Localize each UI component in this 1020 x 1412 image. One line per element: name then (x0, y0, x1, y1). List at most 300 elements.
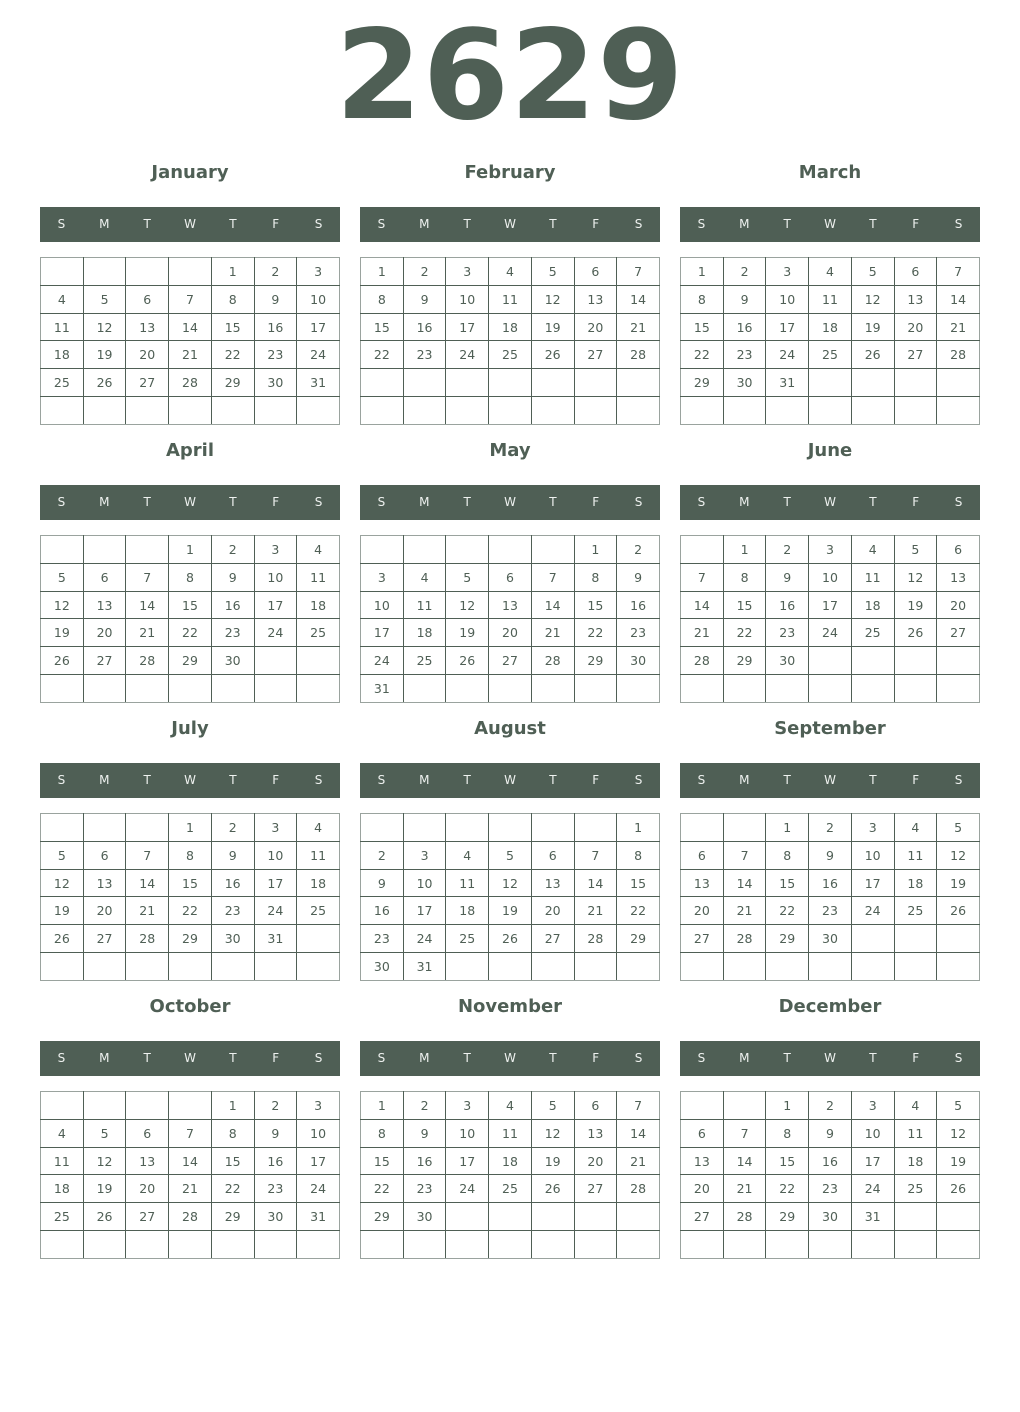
day-cell: 25 (41, 1203, 84, 1231)
weekday-label: T (869, 773, 877, 787)
day-cell: 12 (937, 1119, 980, 1147)
day-cell (489, 536, 532, 564)
day-cell (41, 1231, 84, 1259)
day-cell (41, 675, 84, 703)
day-cell: 13 (126, 1147, 169, 1175)
day-cell: 23 (254, 341, 297, 369)
day-cell: 15 (211, 313, 254, 341)
weekday-label: W (504, 773, 516, 787)
day-cell: 14 (617, 1119, 660, 1147)
day-cell (361, 369, 404, 397)
day-cell: 29 (574, 647, 617, 675)
day-cell: 17 (851, 1147, 894, 1175)
day-cell: 26 (531, 341, 574, 369)
day-cell: 6 (681, 841, 724, 869)
day-cell: 8 (361, 1119, 404, 1147)
day-cell: 20 (681, 1175, 724, 1203)
day-cell (809, 647, 852, 675)
day-cell: 11 (851, 563, 894, 591)
day-cell: 25 (489, 1175, 532, 1203)
day-cell: 7 (617, 258, 660, 286)
day-cell (211, 675, 254, 703)
weekday-label: T (229, 217, 237, 231)
month-title: June (807, 440, 853, 461)
day-cell (297, 953, 340, 981)
day-cell (297, 675, 340, 703)
weekday-label: S (634, 217, 643, 231)
day-cell (723, 675, 766, 703)
day-cell: 16 (809, 869, 852, 897)
day-cell: 21 (126, 619, 169, 647)
day-cell: 17 (446, 1147, 489, 1175)
day-cell: 27 (574, 1175, 617, 1203)
day-cell: 8 (617, 841, 660, 869)
day-cell (126, 675, 169, 703)
week-row (41, 675, 340, 703)
day-cell: 14 (126, 869, 169, 897)
day-cell: 6 (531, 841, 574, 869)
weekday-label: S (697, 217, 706, 231)
day-cell: 6 (126, 285, 169, 313)
day-cell (894, 1231, 937, 1259)
day-cell: 2 (809, 1092, 852, 1120)
day-cell: 21 (937, 313, 980, 341)
weekday-label: M (739, 773, 750, 787)
day-cell: 1 (723, 536, 766, 564)
day-cell: 31 (361, 675, 404, 703)
weekday-label: M (739, 495, 750, 509)
day-cell: 15 (361, 313, 404, 341)
day-cell: 27 (937, 619, 980, 647)
day-cell: 2 (723, 258, 766, 286)
day-cell: 31 (766, 369, 809, 397)
weekday-label: F (912, 217, 920, 231)
day-cell: 20 (574, 313, 617, 341)
weekday-header (360, 207, 660, 242)
day-cell (851, 953, 894, 981)
weekday-label: M (419, 217, 430, 231)
week-row (41, 814, 340, 842)
day-cell (574, 369, 617, 397)
day-cell: 23 (809, 1175, 852, 1203)
day-cell: 7 (531, 563, 574, 591)
week-row (681, 397, 980, 425)
day-cell (766, 1231, 809, 1259)
day-cell: 14 (531, 591, 574, 619)
day-cell: 9 (809, 841, 852, 869)
day-cell: 2 (211, 814, 254, 842)
day-cell: 25 (41, 369, 84, 397)
year-title: 2629 (335, 4, 685, 148)
day-cell: 9 (809, 1119, 852, 1147)
day-cell (254, 397, 297, 425)
weekday-label: S (377, 1051, 386, 1065)
day-cell: 23 (211, 619, 254, 647)
weekday-header (360, 1041, 660, 1076)
day-cell: 4 (809, 258, 852, 286)
day-cell (531, 397, 574, 425)
day-cell: 22 (361, 341, 404, 369)
day-cell: 30 (723, 369, 766, 397)
day-cell: 13 (83, 869, 126, 897)
day-cell: 22 (766, 897, 809, 925)
day-cell: 24 (361, 647, 404, 675)
week-row (361, 619, 660, 647)
month-title: November (457, 996, 563, 1017)
day-cell (851, 397, 894, 425)
weekday-label: T (463, 217, 471, 231)
day-cell: 10 (297, 1119, 340, 1147)
day-cell: 22 (766, 1175, 809, 1203)
day-cell: 27 (83, 925, 126, 953)
day-cell: 16 (809, 1147, 852, 1175)
day-cell: 2 (211, 536, 254, 564)
day-cell: 29 (681, 369, 724, 397)
day-cell: 12 (83, 313, 126, 341)
day-cell: 24 (446, 1175, 489, 1203)
day-cell (297, 397, 340, 425)
day-cell (489, 953, 532, 981)
day-cell: 4 (41, 1119, 84, 1147)
day-cell (574, 1231, 617, 1259)
day-cell: 16 (403, 313, 446, 341)
day-cell (851, 925, 894, 953)
day-cell: 30 (361, 953, 404, 981)
day-cell: 11 (41, 1147, 84, 1175)
day-cell (446, 953, 489, 981)
weekday-label: M (99, 495, 110, 509)
day-cell: 22 (211, 1175, 254, 1203)
weekday-label: M (739, 1051, 750, 1065)
day-cell: 11 (894, 841, 937, 869)
week-row (361, 1175, 660, 1203)
day-cell: 31 (254, 925, 297, 953)
weekday-label: W (504, 1051, 516, 1065)
day-cell: 16 (617, 591, 660, 619)
day-cell: 19 (937, 869, 980, 897)
day-cell: 24 (297, 1175, 340, 1203)
day-cell: 11 (297, 563, 340, 591)
day-cell (126, 953, 169, 981)
day-cell: 14 (723, 1147, 766, 1175)
week-row (681, 285, 980, 313)
day-cell (83, 814, 126, 842)
day-cell: 30 (403, 1203, 446, 1231)
day-cell: 24 (403, 925, 446, 953)
day-cell (681, 953, 724, 981)
day-cell: 28 (723, 1203, 766, 1231)
day-cell (531, 953, 574, 981)
weekday-label: M (419, 1051, 430, 1065)
weekday-header (680, 763, 980, 798)
day-cell: 11 (403, 591, 446, 619)
day-cell: 9 (211, 841, 254, 869)
day-cell: 18 (41, 1175, 84, 1203)
day-cell: 19 (41, 619, 84, 647)
day-cell (446, 397, 489, 425)
day-cell: 5 (937, 1092, 980, 1120)
day-cell (126, 397, 169, 425)
day-cell: 3 (254, 814, 297, 842)
week-row (41, 647, 340, 675)
day-cell (297, 1231, 340, 1259)
day-cell: 15 (766, 1147, 809, 1175)
day-cell (766, 675, 809, 703)
week-row (361, 536, 660, 564)
day-cell: 26 (851, 341, 894, 369)
week-row (41, 285, 340, 313)
day-cell (574, 1203, 617, 1231)
day-cell: 5 (851, 258, 894, 286)
day-cell: 6 (894, 258, 937, 286)
day-cell: 18 (851, 591, 894, 619)
week-row (681, 869, 980, 897)
day-cell: 6 (681, 1119, 724, 1147)
weekday-label: W (824, 217, 836, 231)
day-grid (360, 535, 660, 703)
day-cell: 30 (809, 925, 852, 953)
day-cell: 13 (681, 869, 724, 897)
day-cell: 31 (851, 1203, 894, 1231)
day-cell: 28 (681, 647, 724, 675)
weekday-label: F (272, 773, 280, 787)
day-cell: 1 (574, 536, 617, 564)
day-cell (574, 953, 617, 981)
weekday-header (680, 485, 980, 520)
day-cell: 9 (211, 563, 254, 591)
week-row (681, 1147, 980, 1175)
day-cell: 25 (489, 341, 532, 369)
day-cell: 30 (211, 925, 254, 953)
day-cell: 15 (617, 869, 660, 897)
week-row (41, 563, 340, 591)
day-cell: 3 (851, 1092, 894, 1120)
weekday-label: T (783, 1051, 791, 1065)
day-cell: 25 (809, 341, 852, 369)
day-cell: 17 (254, 591, 297, 619)
week-row (41, 369, 340, 397)
day-cell: 10 (851, 1119, 894, 1147)
day-cell: 12 (531, 1119, 574, 1147)
day-cell (894, 397, 937, 425)
day-cell: 4 (489, 258, 532, 286)
day-cell (531, 1203, 574, 1231)
weekday-label: T (549, 495, 557, 509)
weekday-label: S (377, 773, 386, 787)
day-cell: 27 (681, 1203, 724, 1231)
weekday-label: F (912, 773, 920, 787)
day-cell (126, 536, 169, 564)
day-cell (83, 536, 126, 564)
day-cell: 29 (723, 647, 766, 675)
week-row (681, 675, 980, 703)
day-cell: 15 (766, 869, 809, 897)
day-cell: 6 (83, 563, 126, 591)
day-cell: 26 (83, 1203, 126, 1231)
day-cell (809, 397, 852, 425)
week-row (41, 1119, 340, 1147)
week-row (681, 619, 980, 647)
day-cell (681, 1092, 724, 1120)
day-cell (169, 258, 212, 286)
day-cell: 19 (489, 897, 532, 925)
weekday-header (40, 207, 340, 242)
day-cell: 24 (766, 341, 809, 369)
weekday-label: T (869, 217, 877, 231)
weekday-label: F (592, 495, 600, 509)
day-cell: 19 (41, 897, 84, 925)
day-cell: 16 (723, 313, 766, 341)
day-cell (403, 536, 446, 564)
day-cell: 11 (489, 285, 532, 313)
day-cell: 17 (297, 1147, 340, 1175)
day-cell: 9 (254, 1119, 297, 1147)
day-cell: 31 (403, 953, 446, 981)
day-cell: 12 (83, 1147, 126, 1175)
week-row (681, 953, 980, 981)
day-cell (83, 1231, 126, 1259)
day-cell: 2 (617, 536, 660, 564)
day-cell: 6 (937, 536, 980, 564)
day-cell: 13 (531, 869, 574, 897)
day-cell (681, 814, 724, 842)
day-cell (894, 675, 937, 703)
day-cell: 27 (894, 341, 937, 369)
day-cell: 26 (937, 897, 980, 925)
day-cell (894, 953, 937, 981)
day-cell: 1 (766, 814, 809, 842)
day-cell: 23 (211, 897, 254, 925)
day-cell: 4 (446, 841, 489, 869)
week-row (361, 258, 660, 286)
day-grid (680, 535, 980, 703)
weekday-label: S (697, 495, 706, 509)
day-cell: 3 (361, 563, 404, 591)
day-grid (40, 813, 340, 981)
day-cell: 20 (894, 313, 937, 341)
day-cell: 12 (489, 869, 532, 897)
day-cell: 25 (297, 897, 340, 925)
day-cell (211, 397, 254, 425)
day-cell (851, 369, 894, 397)
day-cell: 12 (41, 869, 84, 897)
day-cell: 19 (851, 313, 894, 341)
weekday-label: T (143, 773, 151, 787)
day-cell (41, 814, 84, 842)
day-cell: 9 (254, 285, 297, 313)
weekday-label: F (912, 495, 920, 509)
day-cell (211, 953, 254, 981)
day-grid (680, 1091, 980, 1259)
weekday-header (360, 763, 660, 798)
day-cell (211, 1231, 254, 1259)
day-cell: 4 (489, 1092, 532, 1120)
weekday-label: S (377, 217, 386, 231)
day-cell (617, 1231, 660, 1259)
weekday-label: S (314, 495, 323, 509)
weekday-label: T (143, 1051, 151, 1065)
day-cell (723, 1231, 766, 1259)
weekday-label: W (184, 217, 196, 231)
week-row (41, 1175, 340, 1203)
week-row (41, 869, 340, 897)
day-cell: 20 (531, 897, 574, 925)
day-cell: 27 (681, 925, 724, 953)
weekday-label: W (504, 495, 516, 509)
day-grid (680, 813, 980, 981)
day-cell: 26 (41, 925, 84, 953)
day-cell: 16 (254, 313, 297, 341)
day-cell (617, 1203, 660, 1231)
week-row (41, 341, 340, 369)
weekday-label: S (954, 1051, 963, 1065)
day-cell (681, 397, 724, 425)
day-cell: 12 (531, 285, 574, 313)
day-grid (40, 257, 340, 425)
day-cell (723, 397, 766, 425)
day-cell: 6 (574, 258, 617, 286)
day-cell: 8 (681, 285, 724, 313)
day-cell (126, 814, 169, 842)
day-cell: 14 (169, 1147, 212, 1175)
day-cell: 30 (766, 647, 809, 675)
weekday-label: S (954, 495, 963, 509)
weekday-label: W (824, 1051, 836, 1065)
week-row (41, 591, 340, 619)
day-cell: 20 (126, 1175, 169, 1203)
day-cell: 10 (361, 591, 404, 619)
day-cell (403, 1231, 446, 1259)
weekday-label: W (184, 1051, 196, 1065)
day-cell: 20 (83, 619, 126, 647)
day-cell: 10 (809, 563, 852, 591)
day-cell: 9 (723, 285, 766, 313)
day-cell (83, 675, 126, 703)
day-cell (531, 369, 574, 397)
week-row (361, 897, 660, 925)
day-cell: 22 (617, 897, 660, 925)
day-cell: 4 (297, 814, 340, 842)
day-cell (937, 1231, 980, 1259)
day-cell: 3 (446, 258, 489, 286)
weekday-label: W (824, 495, 836, 509)
day-cell (894, 647, 937, 675)
day-cell: 2 (254, 258, 297, 286)
day-cell: 27 (531, 925, 574, 953)
week-row (41, 841, 340, 869)
weekday-label: M (419, 495, 430, 509)
day-cell: 21 (617, 313, 660, 341)
weekday-label: T (549, 217, 557, 231)
day-cell: 18 (297, 591, 340, 619)
day-cell: 10 (254, 563, 297, 591)
week-row (361, 397, 660, 425)
day-cell (489, 397, 532, 425)
week-row (41, 1147, 340, 1175)
day-cell (254, 953, 297, 981)
day-cell: 5 (446, 563, 489, 591)
weekday-label: S (314, 1051, 323, 1065)
week-row (681, 1175, 980, 1203)
week-row (361, 369, 660, 397)
day-cell: 29 (617, 925, 660, 953)
day-cell (574, 397, 617, 425)
day-cell (723, 814, 766, 842)
day-cell (169, 397, 212, 425)
day-cell (531, 814, 574, 842)
day-cell: 7 (617, 1092, 660, 1120)
day-cell: 10 (766, 285, 809, 313)
